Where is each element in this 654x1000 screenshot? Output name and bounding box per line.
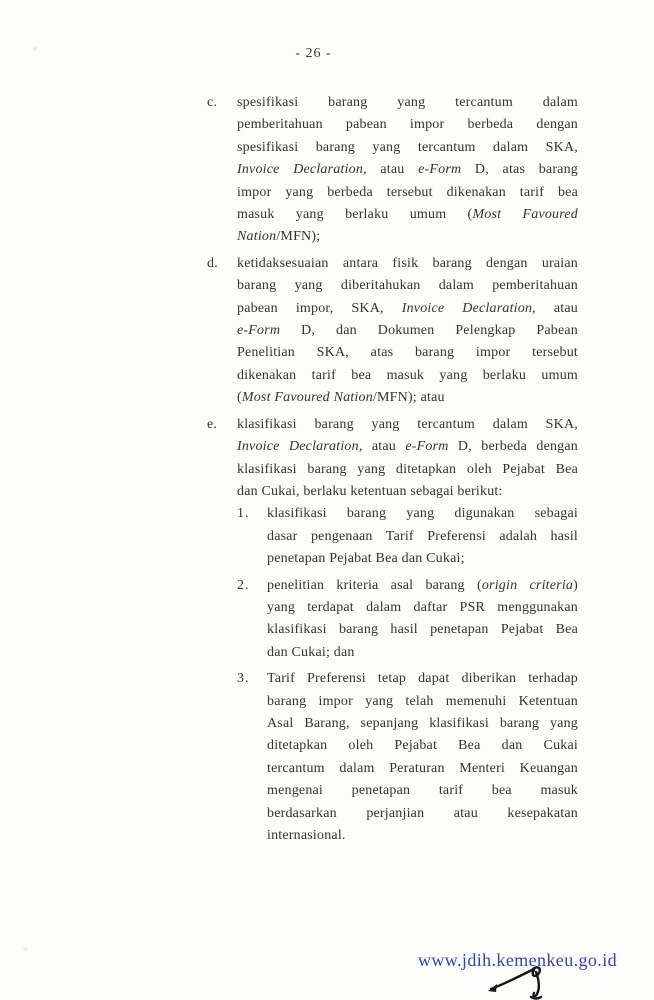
text-line: impor yang berbeda tersebut dikenakan tarif bea [237, 184, 578, 200]
sublist-item-marker: 2. [237, 577, 250, 593]
text-line: masuk yang berlaku umum (Most Favoured [237, 207, 579, 223]
list-item-marker: d. [207, 255, 218, 271]
text-line: pemberitahuan pabean impor berbeda dengan [237, 117, 578, 133]
text-line: mengenai penetapan tarif bea masuk [267, 783, 578, 799]
list-item-body [237, 253, 578, 410]
sublist-item [237, 668, 578, 847]
text-line: dasar pengenaan Tarif Preferensi adalah hasil [267, 528, 578, 544]
text-line: klasifikasi barang hasil penetapan Pejabat Bea [267, 622, 578, 638]
list-item-body [237, 414, 578, 852]
text-line: klasifikasi barang yang digunakan sebagai [267, 506, 578, 522]
sublist-item-body [267, 575, 578, 665]
text-line: penelitian kriteria asal barang (origin criteria) [267, 577, 578, 593]
text-line: spesifikasi barang yang tercantum dalam SKA, [237, 139, 578, 155]
text-line: barang impor yang telah memenuhi Ketentuan [267, 693, 578, 709]
sublist-item [237, 503, 578, 570]
text-line: e-Form D, dan Dokumen Pelengkap Pabean [237, 323, 578, 339]
text-line: dikenakan tarif bea masuk yang berlaku umum [237, 367, 578, 383]
sublist-item-body [267, 503, 578, 570]
text-line: Penelitian SKA, atas barang impor tersebut [237, 345, 578, 361]
page-number: - 26 - [295, 46, 332, 61]
scan-artifact-dot [33, 47, 37, 51]
text-line: Invoice Declaration, atau e-Form D, atas barang [237, 162, 578, 178]
list-item [207, 253, 578, 410]
text-line: berdasarkan perjanjian atau kesepakatan [267, 805, 578, 821]
text-line: klasifikasi barang yang tercantum dalam SKA, [237, 416, 578, 432]
text-line: klasifikasi barang yang ditetapkan oleh Pejabat Bea [237, 461, 578, 477]
text-line: Nation/MFN); [237, 229, 321, 245]
list-item-marker: e. [207, 416, 218, 432]
outline-list [207, 92, 578, 855]
list-item [207, 92, 578, 249]
text-line: dan Cukai; dan [267, 644, 355, 660]
text-line: penetapan Pejabat Bea dan Cukai; [267, 551, 465, 567]
list-item-body [237, 92, 578, 249]
scan-artifact-dot [23, 947, 28, 951]
text-line: (Most Favoured Nation/MFN); atau [237, 390, 445, 406]
text-line: Asal Barang, sepanjang klasifikasi barang yang [267, 715, 578, 731]
list-item-marker: c. [207, 95, 218, 110]
text-line: yang terdapat dalam daftar PSR menggunakan [267, 599, 578, 615]
text-line: spesifikasi barang yang tercantum dalam [237, 95, 578, 110]
text-line: tercantum dalam Peraturan Menteri Keuangan [267, 760, 578, 776]
text-line: pabean impor, SKA, Invoice Declaration, atau [237, 300, 578, 316]
signature-paraf-icon [486, 960, 558, 1000]
sublist-item-marker: 1. [237, 506, 250, 522]
text-line: ketidaksesuaian antara fisik barang dengan uraian [237, 255, 578, 271]
text-line: Tarif Preferensi tetap dapat diberikan terhadap [267, 671, 578, 687]
text-line: ditetapkan oleh Pejabat Bea dan Cukai [267, 738, 578, 754]
text-line: internasional. [267, 828, 346, 843]
sublist-item-marker: 3. [237, 671, 250, 687]
sublist-item [237, 575, 578, 665]
list-item [207, 414, 578, 852]
sublist-item-body [267, 668, 578, 847]
text-line: barang yang diberitahukan dalam pemberitahuan [237, 278, 578, 294]
jdih-watermark-url: www.jdih.kemenkeu.go.id [418, 950, 617, 970]
text-line: dan Cukai, berlaku ketentuan sebagai berikut: [237, 483, 503, 499]
text-line: Invoice Declaration, atau e-Form D, berbeda dengan [237, 439, 578, 455]
